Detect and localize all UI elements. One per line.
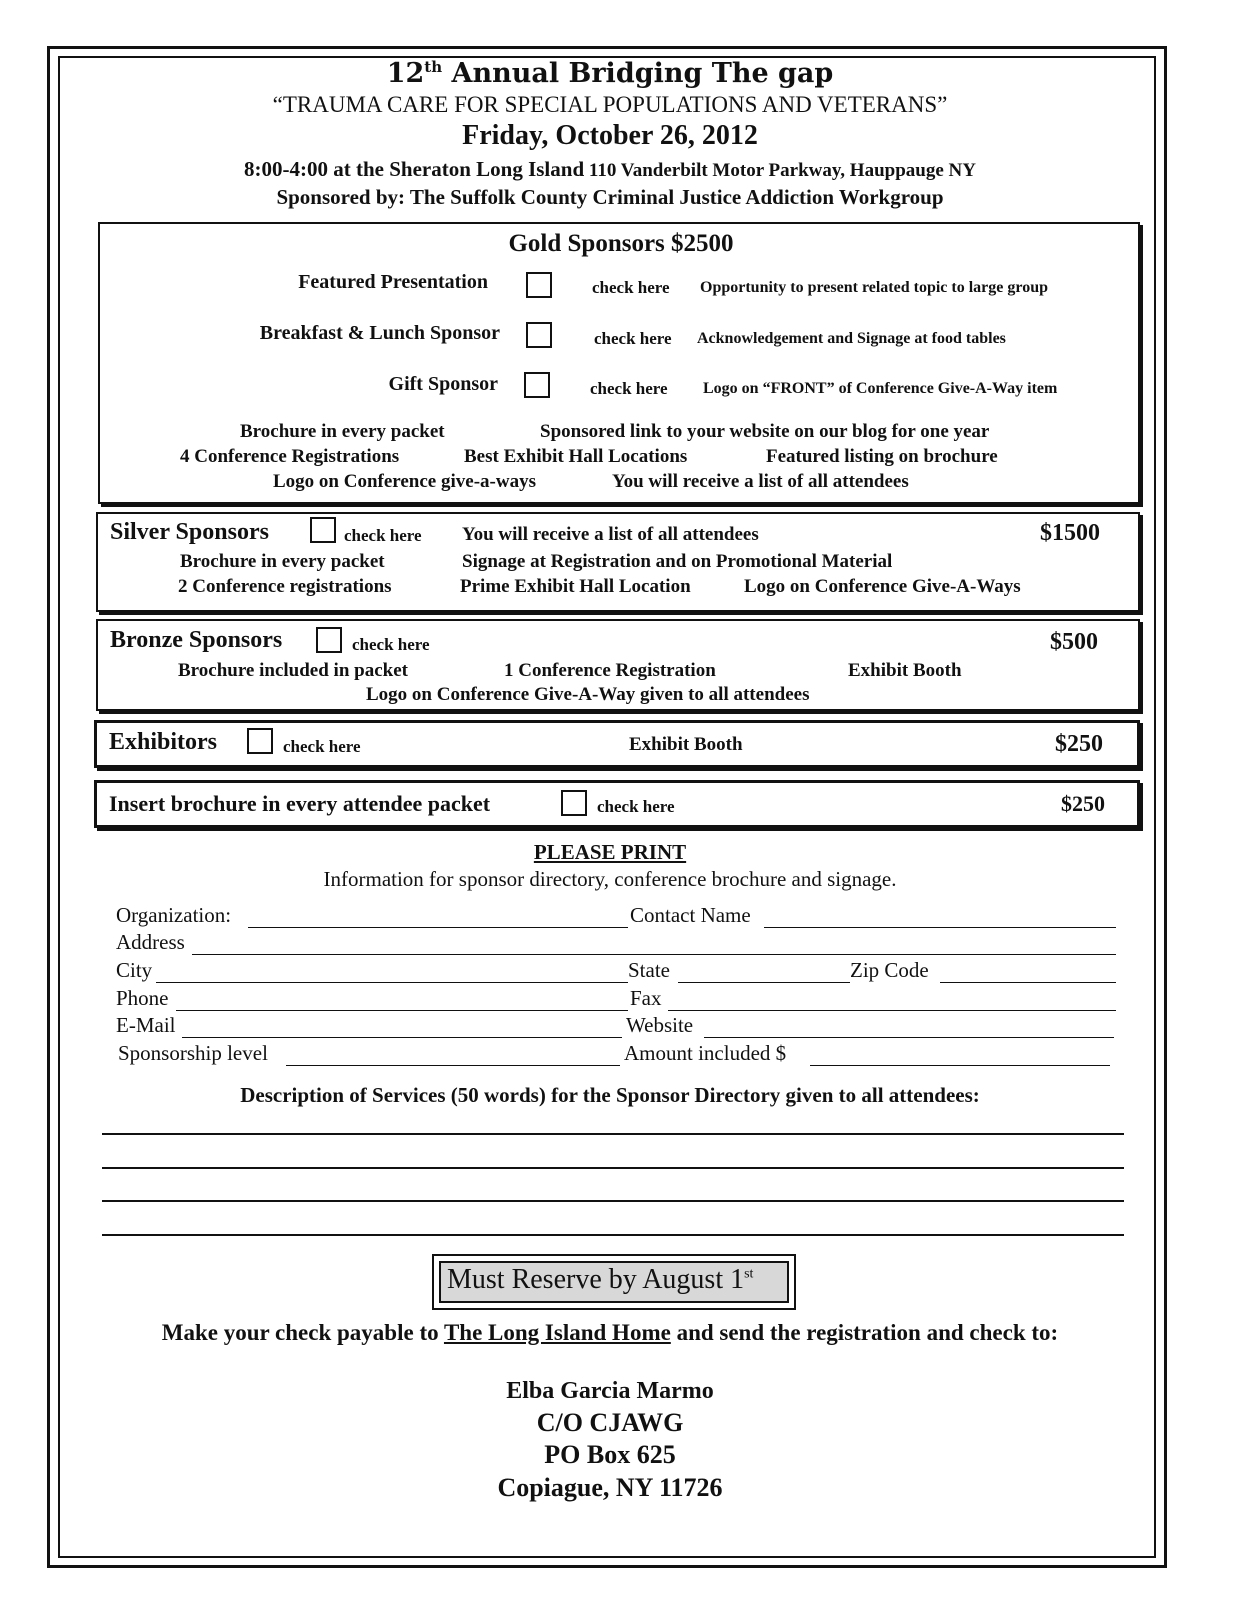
event-subtitle: “TRAUMA CARE FOR SPECIAL POPULATIONS AND VETERANS” — [272, 92, 948, 117]
deadline-frame — [432, 1254, 796, 1310]
gold-option-label: Featured Presentation — [298, 271, 488, 293]
deadline-text — [447, 1264, 753, 1296]
state-label: State — [628, 958, 670, 982]
gold-option-label: Gift Sponsor — [388, 373, 498, 395]
amount-label: Amount included $ — [624, 1041, 787, 1065]
silver-benefit: You will receive a list of all attendees — [462, 524, 759, 545]
contact-field[interactable] — [764, 927, 1116, 928]
payable-text-a: Make your check payable to — [161, 1320, 444, 1345]
payee-name: The Long Island Home — [443, 1320, 671, 1345]
gold-title: Gold Sponsors $2500 — [508, 230, 734, 257]
city-label: City — [116, 958, 153, 982]
deadline-sup: st — [744, 1266, 754, 1282]
featured-presentation-checkbox[interactable] — [526, 272, 552, 298]
exhibitors-price: $250 — [1055, 731, 1103, 757]
zip-field[interactable] — [940, 982, 1116, 983]
contact-label: Contact Name — [630, 903, 751, 927]
check-here-label: check here — [352, 635, 430, 654]
description-line[interactable] — [102, 1234, 1124, 1236]
event-address: 110 Vanderbilt Motor Parkway, Hauppauge NY — [584, 160, 976, 181]
check-here-label: check here — [590, 379, 668, 398]
silver-benefit: Brochure in every packet — [180, 551, 385, 572]
organization-label: Organization: — [116, 903, 232, 927]
silver-price: $1500 — [1040, 520, 1100, 546]
bronze-benefit: Brochure included in packet — [178, 660, 408, 681]
description-line[interactable] — [102, 1167, 1124, 1169]
silver-benefit: Signage at Registration and on Promotional Material — [462, 551, 893, 572]
mailing-careof: C/O CJAWG — [536, 1408, 684, 1437]
sponsorship-level-label: Sponsorship level — [118, 1041, 268, 1065]
bronze-benefit: Exhibit Booth — [848, 660, 962, 681]
event-sponsor: Sponsored by: The Suffolk County Criminal Justice Addiction Workgroup — [276, 185, 944, 209]
bronze-price: $500 — [1050, 629, 1098, 655]
zip-label: Zip Code — [850, 958, 929, 982]
exhibitors-checkbox[interactable] — [247, 728, 273, 754]
phone-label: Phone — [116, 986, 169, 1010]
gold-benefit: Sponsored link to your website on our blog for one year — [540, 421, 990, 442]
exhibitors-benefit: Exhibit Booth — [629, 734, 743, 755]
silver-sponsors-box — [96, 512, 1140, 612]
event-location — [60, 157, 1160, 182]
please-print-heading — [60, 840, 1160, 865]
gold-benefit: Logo on Conference give-a-ways — [273, 471, 536, 492]
title-superscript: th — [424, 58, 443, 76]
gold-benefit: 4 Conference Registrations — [180, 446, 400, 467]
please-print-text: PLEASE PRINT — [533, 840, 687, 864]
gold-sponsors-box — [98, 222, 1140, 504]
amount-field[interactable] — [810, 1065, 1110, 1066]
title-text: Annual Bridging The gap — [442, 58, 834, 89]
check-here-label: check here — [344, 526, 422, 545]
silver-benefit: 2 Conference registrations — [178, 576, 392, 597]
organization-field[interactable] — [248, 927, 628, 928]
silver-benefit: Logo on Conference Give-A-Ways — [744, 576, 1021, 597]
city-field[interactable] — [156, 982, 628, 983]
gold-benefit: Best Exhibit Hall Locations — [464, 446, 688, 467]
email-label: E-Mail — [116, 1013, 176, 1037]
bronze-title: Bronze Sponsors — [110, 627, 283, 653]
event-title — [60, 58, 1160, 89]
gold-benefit: Brochure in every packet — [240, 421, 445, 442]
fax-field[interactable] — [668, 1010, 1116, 1011]
phone-field[interactable] — [176, 1010, 628, 1011]
breakfast-lunch-checkbox[interactable] — [526, 322, 552, 348]
description-line[interactable] — [102, 1133, 1124, 1135]
mailing-name: Elba Garcia Marmo — [506, 1378, 714, 1404]
mailing-city: Copiague, NY 11726 — [497, 1473, 723, 1502]
insert-brochure-box — [94, 780, 1140, 828]
bronze-benefit: Logo on Conference Give-A-Way given to all attendees — [366, 684, 810, 705]
gold-benefit: You will receive a list of all attendees — [612, 471, 909, 492]
check-here-label: check here — [283, 737, 361, 756]
silver-checkbox[interactable] — [310, 517, 336, 543]
email-field[interactable] — [182, 1037, 622, 1038]
check-here-label: check here — [597, 797, 675, 816]
website-field[interactable] — [704, 1037, 1114, 1038]
form-intro: Information for sponsor directory, conference brochure and signage. — [323, 867, 897, 891]
silver-title: Silver Sponsors — [110, 519, 269, 545]
insert-checkbox[interactable] — [561, 790, 587, 816]
fax-label: Fax — [630, 986, 662, 1010]
gift-sponsor-checkbox[interactable] — [524, 372, 550, 398]
gold-benefit: Featured listing on brochure — [766, 446, 998, 467]
gold-option-label: Breakfast & Lunch Sponsor — [259, 322, 500, 344]
payable-instructions — [60, 1320, 1160, 1346]
website-label: Website — [626, 1013, 694, 1037]
exhibitors-title: Exhibitors — [109, 729, 218, 755]
bronze-sponsors-box — [96, 619, 1140, 711]
deadline-box — [439, 1261, 789, 1303]
gold-option-desc: Acknowledgement and Signage at food tables — [697, 330, 1006, 347]
gold-option-desc: Logo on “FRONT” of Conference Give-A-Way item — [703, 380, 1058, 397]
insert-title: Insert brochure in every attendee packet — [109, 791, 491, 816]
mailing-pobox: PO Box 625 — [544, 1440, 676, 1469]
insert-price: $250 — [1061, 791, 1105, 816]
address-label: Address — [116, 930, 185, 954]
description-label: Description of Services (50 words) for the Sponsor Directory given to all attendees: — [240, 1083, 980, 1107]
description-line[interactable] — [102, 1200, 1124, 1202]
title-number: 12 — [386, 58, 425, 89]
gold-option-desc: Opportunity to present related topic to large group — [700, 279, 1048, 296]
deadline-main: Must Reserve by August 1 — [447, 1264, 745, 1295]
event-date: Friday, October 26, 2012 — [462, 120, 758, 151]
check-here-label: check here — [594, 329, 672, 348]
event-time-venue: 8:00-4:00 at the Sheraton Long Island — [244, 157, 585, 181]
payable-text-b: and send the registration and check to: — [670, 1320, 1059, 1345]
state-field[interactable] — [678, 982, 850, 983]
check-here-label: check here — [592, 278, 670, 297]
exhibitors-box — [94, 720, 1140, 768]
bronze-benefit: 1 Conference Registration — [504, 660, 716, 681]
sponsorship-level-field[interactable] — [286, 1065, 620, 1066]
bronze-checkbox[interactable] — [316, 627, 342, 653]
address-field[interactable] — [192, 954, 1116, 955]
silver-benefit: Prime Exhibit Hall Location — [460, 576, 691, 597]
